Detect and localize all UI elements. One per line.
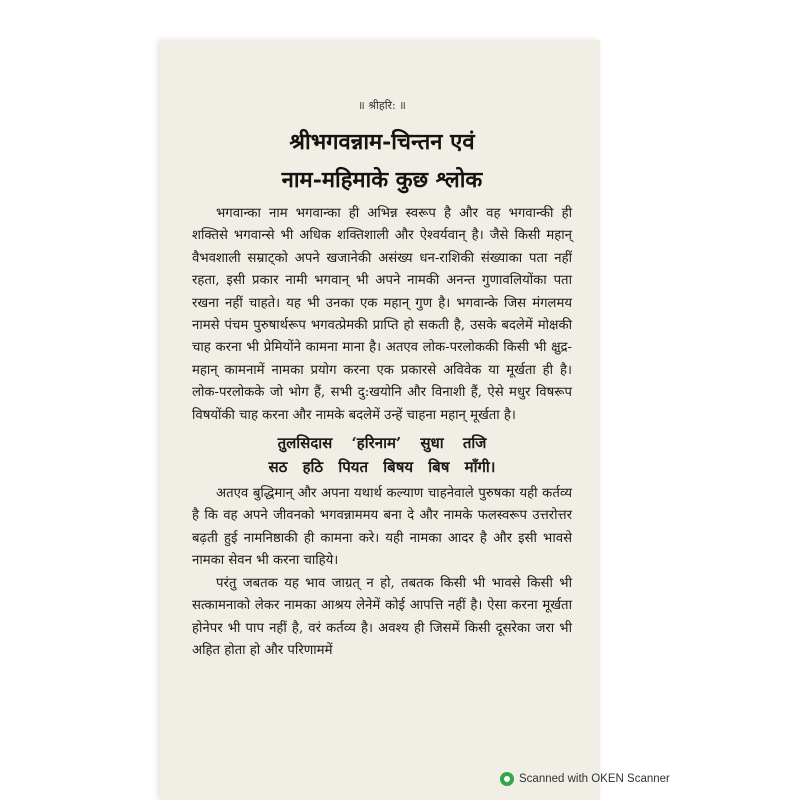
couplet-line-1: तुलसिदास ‘हरिनाम’ सुधा तजि: [277, 434, 487, 453]
book-page: [160, 40, 600, 800]
paragraph-1: भगवान्का नाम भगवान्का ही अभिन्न स्वरूप है और वह भगवान्की ही शक्तिसे भगवान्से भी अधिक शक्तिशाली और ऐश्वर्यवान् है। जैसे किसी महान् वैभवशाली सम्राट्को अपने खजानेकी असंख्य धन-राशिकी संख्याका पता नहीं रहता, इसी प्रकार नामी भगवान् भी अपने नामकी अनन्त गुणावलियोंका पता रखना नहीं चाहते। यह भी उनका एक महान् गुण है। भगवान्के जिस मंगलमय नामसे पंचम पुरुषार्थरूप भगवत्प्रेमकी प्राप्ति हो सकती है, उसके बदलेमें मोक्षकी चाह करना भी प्रेमियोंने कामना माना है। अतएव लोक-परलोककी किसी भी क्षुद्र-महान् कामनामें नामका प्रयोग करना एक प्रकारसे अविवेक या मूर्खता ही है। लोक-परलोकके जो भोग हैं, सभी दु:खयोनि और विनाशी हैं, ऐसे मधुर विषरूप विषयोंकी चाह करना और नामके बदलेमें उन्हें चाहना महान् मूर्खता है।: [192, 206, 572, 423]
couplet: [192, 431, 572, 479]
paragraph-2: अतएव बुद्धिमान् और अपना यथार्थ कल्याण चाहनेवाले पुरुषका यही कर्तव्य है कि वह अपने जीवनको भगवन्नाममय बना दे और नामके फलस्वरूप उत्तरोत्तर बढ़ती हुई नामनिष्ठाकी ही कामना करे। यही नामका आदर है और इसी भावसे नामका सेवन भी करना चाहिये।: [192, 486, 572, 569]
scanner-watermark-text: Scanned with OKEN Scanner: [519, 773, 670, 785]
scanner-watermark: [500, 772, 670, 786]
page-title-line-1: श्रीभगवन्नाम-चिन्तन एवं: [289, 129, 475, 155]
oken-scanner-logo-icon: [500, 772, 514, 786]
page-content: [192, 98, 572, 662]
couplet-line-2: सठ हठि पियत बिषय बिष माँगी।: [268, 458, 496, 477]
page-title-line-2: नाम-महिमाके कुछ श्लोक: [281, 167, 483, 193]
paragraph-3: परंतु जबतक यह भाव जाग्रत् न हो, तबतक किसी भी भावसे किसी भी सत्कामनाको लेकर नामका आश्रय लेनेमें कोई आपत्ति नहीं है। ऐसा करना मूर्खता होनेपर भी पाप नहीं है, वरं कर्तव्य है। अवश्य ही जिसमें किसी दूसरेका जरा भी अहित होता हो और परिणाममें: [192, 575, 572, 658]
invocation-header: ॥ श्रीहरि: ॥: [358, 99, 406, 112]
